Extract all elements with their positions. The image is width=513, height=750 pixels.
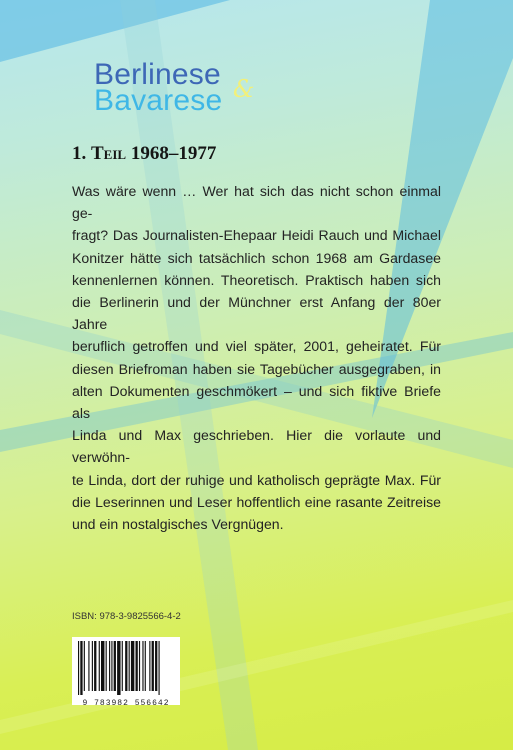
barcode-bar bbox=[159, 641, 160, 695]
barcode-bar bbox=[114, 641, 116, 691]
barcode-bar bbox=[131, 641, 134, 691]
series-logo bbox=[94, 58, 255, 117]
barcode-bar bbox=[125, 641, 127, 691]
barcode-bars bbox=[72, 637, 180, 697]
blurb-line: fragt? Das Journalisten-Ehepaar Heidi Rauch und Michael bbox=[72, 227, 441, 244]
barcode-bar bbox=[155, 641, 157, 691]
blurb-line: alten Dokumenten geschmökert – und sich fiktive Briefe als bbox=[72, 382, 441, 422]
barcode-bar bbox=[145, 641, 146, 691]
logo-ampersand: & bbox=[233, 75, 255, 103]
isbn-label: ISBN: 978-3-9825566-4-2 bbox=[72, 611, 181, 622]
barcode-bar bbox=[136, 641, 138, 691]
blurb-line: te Linda, dort der ruhige und katholisch geprägte Max. Für bbox=[72, 471, 441, 488]
blurb-line: die Leserinnen und Leser hoffentlich eine rasante Zeitreise bbox=[72, 493, 441, 510]
blurb-line: diesen Briefroman haben sie Tagebücher ausgegraben, in bbox=[72, 360, 441, 377]
blurb-line: die Berlinerin und der Münchner erst Anfang der 80er Jahre bbox=[72, 294, 441, 333]
blurb-line: Linda und Max geschrieben. Hier die vorlaute und verwöhn- bbox=[72, 427, 441, 466]
barcode-bar bbox=[92, 641, 93, 691]
barcode-bar bbox=[152, 641, 154, 691]
logo-berlinese: Berlinese bbox=[94, 58, 221, 91]
barcode-bar bbox=[139, 641, 140, 691]
logo-bavarese: Bavarese bbox=[94, 84, 223, 117]
part-number: 1. bbox=[72, 143, 87, 164]
part-heading bbox=[72, 143, 216, 165]
barcode-bar bbox=[94, 641, 96, 691]
part-years: 1968–1977 bbox=[130, 143, 217, 164]
barcode-bar bbox=[117, 641, 120, 695]
barcode-bar bbox=[78, 641, 79, 695]
blurb-line: kennenlernen können. Theoretisch. Praktisch haben sich bbox=[72, 271, 441, 288]
barcode-bar bbox=[122, 641, 123, 691]
barcode-bar bbox=[101, 641, 104, 691]
barcode-bar bbox=[99, 641, 100, 691]
barcode-bar bbox=[129, 641, 130, 691]
barcode bbox=[72, 637, 180, 705]
barcode-number: 9 783982 556642 bbox=[82, 699, 170, 708]
barcode-bar bbox=[80, 641, 82, 695]
blurb-line: Was wäre wenn … Wer hat sich das nicht schon einmal ge- bbox=[72, 183, 441, 222]
barcode-bar bbox=[111, 641, 112, 691]
barcode-bar bbox=[106, 641, 107, 691]
barcode-bar bbox=[88, 641, 89, 691]
blurb-line: Konitzer hätte sich tatsächlich schon 1968 am Gardasee bbox=[72, 249, 441, 266]
blurb-text bbox=[72, 180, 441, 535]
barcode-bar bbox=[109, 641, 110, 691]
barcode-bar bbox=[142, 641, 143, 691]
blurb-line: beruflich getroffen und viel später, 2001, geheiratet. Für bbox=[72, 338, 441, 355]
part-word: Teil bbox=[91, 143, 127, 164]
barcode-bar bbox=[84, 641, 85, 691]
blurb-line: und ein nostalgisches Vergnügen. bbox=[72, 516, 284, 533]
barcode-bar bbox=[149, 641, 150, 691]
